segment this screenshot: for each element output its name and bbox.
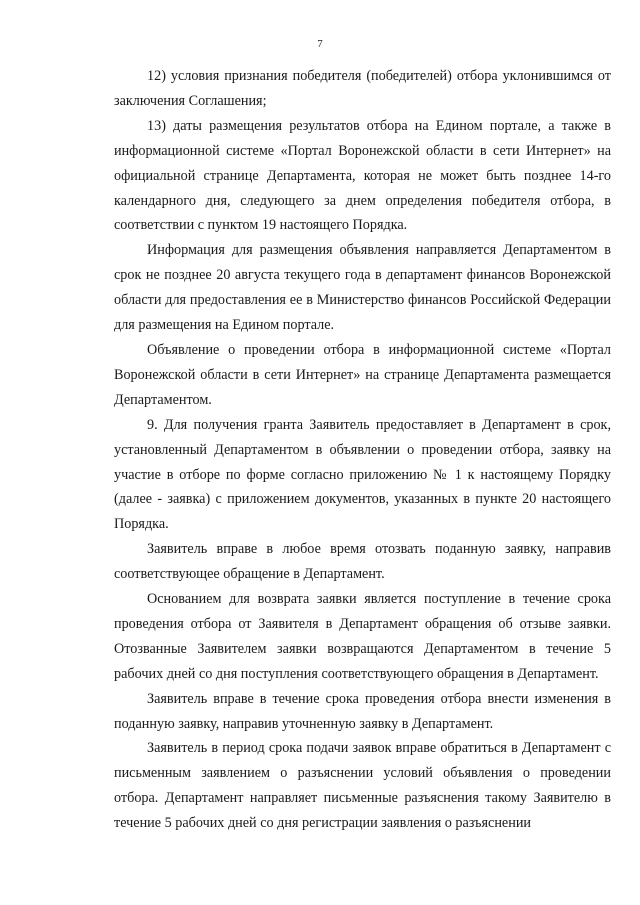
paragraph-announcement-portal: Объявление о проведении отбора в информационной системе «Портал Воронежской области в сети Интернет» на странице Департамента размещается Департаментом. (114, 341, 611, 408)
paragraph-clarification-request: Заявитель в период срока подачи заявок вправе обратиться в Департамент с письменным заявлением о разъяснении условий объявления о проведении отбора. Департамент направляет письменные разъяснения такому Заявителю в течение 5 рабочих дней со дня регистрации заявления о разъяснении (114, 740, 611, 832)
paragraph-amendment-right: Заявитель вправе в течение срока проведения отбора внести изменения в поданную заявку, направив уточненную заявку в Департамент. (114, 690, 611, 732)
paragraph-publication-info: Информация для размещения объявления направляется Департаментом в срок не позднее 20 августа текущего года в департамент финансов Воронежской области для предоставления ее в Министерство финансов Российской Федерации для размещения на Едином портале. (114, 242, 611, 334)
paragraph-clause-9: 9. Для получения гранта Заявитель предоставляет в Департамент в срок, установленный Департаментом в объявлении о проведении отбора, заявку на участие в отборе по форме согласно приложению № 1 к настоящему Порядку (далее - заявка) с приложением документов, указанных в пункте 20 настоящего Порядка. (114, 416, 611, 533)
document-body (114, 64, 611, 836)
paragraph-withdrawal-grounds: Основанием для возврата заявки является поступление в течение срока проведения отбора от Заявителя в Департамент обращения об отзыве заявки. Отозванные Заявителем заявки возвращаются Департаментом в течение 5 рабочих дней со дня поступления соответствующего обращения в Департамент. (114, 591, 611, 682)
paragraph-withdrawal-right: Заявитель вправе в любое время отозвать поданную заявку, направив соответствующее обращение в Департамент. (114, 541, 611, 583)
page-number: 7 (317, 38, 323, 50)
paragraph-item-12: 12) условия признания победителя (победителей) отбора уклонившимся от заключения Соглашения; (114, 68, 611, 109)
paragraph-item-13: 13) даты размещения результатов отбора на Едином портале, а также в информационной системе «Портал Воронежской области в сети Интернет» на официальной странице Департамента, которая не может быть позднее 14-го календарного дня, следующего за днем определения победителя отбора, в соответствии с пунктом 19 настоящего Порядка. (114, 117, 611, 234)
